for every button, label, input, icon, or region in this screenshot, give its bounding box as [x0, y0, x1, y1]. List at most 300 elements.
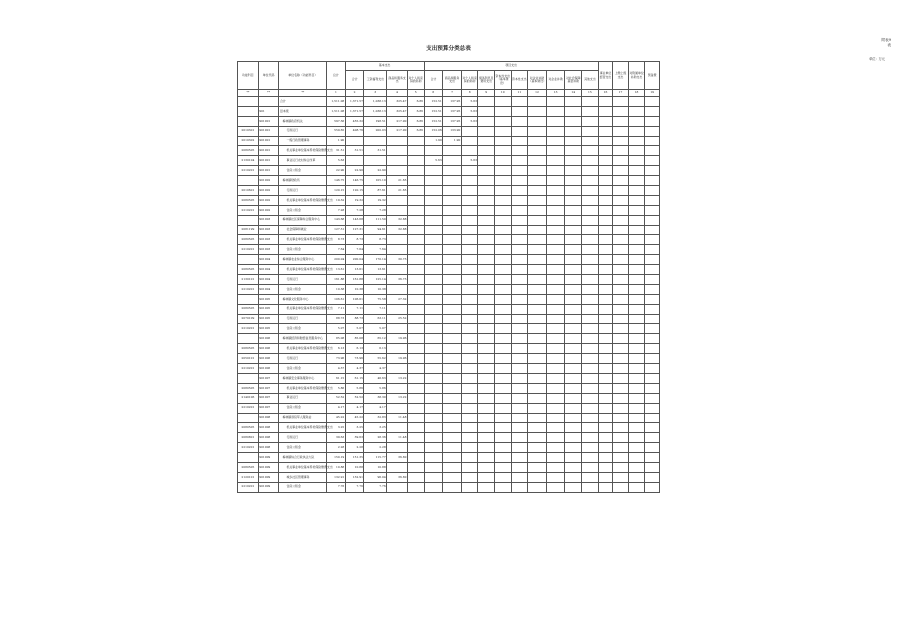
row-value-cell: 217.90: [387, 126, 408, 136]
row-value-cell: [424, 443, 443, 453]
row-value-cell: [582, 255, 599, 265]
row-value-cell: [443, 344, 462, 354]
row-value-cell: [494, 433, 511, 443]
row-value-cell: 19.32: [327, 195, 346, 205]
row-value-cell: [628, 255, 645, 265]
row-value-cell: [546, 482, 565, 492]
row-value-cell: [443, 294, 462, 304]
row-value-cell: 32.88: [387, 225, 408, 235]
row-value-cell: [628, 156, 645, 166]
row-value-cell: 150.19: [327, 453, 346, 463]
row-value-cell: [645, 294, 660, 304]
row-value-cell: 4.17: [327, 403, 346, 413]
table-row: [238, 106, 660, 116]
row-value-cell: [645, 275, 660, 285]
row-value-cell: 25.52: [387, 314, 408, 324]
row-value-cell: [407, 265, 424, 275]
row-value-cell: [443, 176, 462, 186]
row-value-cell: [565, 225, 582, 235]
table-row: [238, 373, 660, 383]
table-row: [238, 136, 660, 146]
row-unit-code: 901001: [258, 116, 279, 126]
row-value-cell: [565, 97, 582, 107]
row-value-cell: [565, 126, 582, 136]
row-value-cell: [478, 235, 495, 245]
header-project-col: 合计: [424, 71, 443, 90]
row-value-cell: [478, 314, 495, 324]
table-body: [238, 97, 660, 493]
table-row: [238, 186, 660, 196]
row-name: 社会保障和就业: [279, 225, 327, 235]
row-value-cell: [582, 126, 599, 136]
row-unit-code: 901005: [258, 304, 279, 314]
row-value-cell: [582, 304, 599, 314]
row-value-cell: [461, 176, 478, 186]
row-value-cell: 46.63: [364, 373, 387, 383]
row-value-cell: [546, 126, 565, 136]
row-value-cell: [478, 255, 495, 265]
row-class-code: 2210201: [238, 284, 259, 294]
row-value-cell: [478, 294, 495, 304]
row-value-cell: [645, 225, 660, 235]
row-value-cell: [511, 284, 528, 294]
row-value-cell: 5.63: [327, 156, 346, 166]
row-value-cell: 161.88: [327, 275, 346, 285]
row-value-cell: [628, 482, 645, 492]
row-value-cell: [645, 106, 660, 116]
row-value-cell: [598, 324, 613, 334]
row-value-cell: [511, 265, 528, 275]
row-value-cell: [407, 284, 424, 294]
header-col-number: 7: [443, 90, 462, 97]
row-value-cell: [461, 205, 478, 215]
row-value-cell: 127.31: [345, 225, 364, 235]
table-row: [238, 482, 660, 492]
row-value-cell: [645, 314, 660, 324]
row-value-cell: [424, 334, 443, 344]
row-value-cell: [645, 195, 660, 205]
row-value-cell: 39.63: [345, 433, 364, 443]
row-value-cell: [628, 364, 645, 374]
row-value-cell: [582, 423, 599, 433]
row-value-cell: 1,038.13: [364, 106, 387, 116]
row-value-cell: [598, 472, 613, 482]
row-value-cell: [443, 482, 462, 492]
row-value-cell: [598, 106, 613, 116]
row-value-cell: [494, 97, 511, 107]
table-row: [238, 97, 660, 107]
row-value-cell: 36.80: [387, 453, 408, 463]
row-value-cell: [598, 265, 613, 275]
table-row: [238, 205, 660, 215]
row-value-cell: [407, 462, 424, 472]
row-value-cell: [478, 383, 495, 393]
row-unit-code: 901005: [258, 294, 279, 304]
row-value-cell: 22.90: [364, 166, 387, 176]
row-value-cell: [645, 373, 660, 383]
row-value-cell: 143.68: [345, 215, 364, 225]
row-value-cell: [478, 195, 495, 205]
row-value-cell: [407, 482, 424, 492]
row-value-cell: 137.95: [443, 106, 462, 116]
header-col-number: 10: [494, 90, 511, 97]
row-value-cell: [494, 294, 511, 304]
row-value-cell: [613, 116, 629, 126]
row-value-cell: [613, 383, 629, 393]
row-value-cell: [645, 453, 660, 463]
corner-note-line1: 附表9: [881, 38, 891, 42]
row-value-cell: 7.28: [327, 205, 346, 215]
row-value-cell: 8.73: [364, 235, 387, 245]
row-value-cell: [443, 472, 462, 482]
row-value-cell: 10.38: [364, 284, 387, 294]
row-unit-code: 901004: [258, 275, 279, 285]
row-value-cell: [494, 225, 511, 235]
row-value-cell: [528, 344, 547, 354]
table-row: [238, 235, 660, 245]
row-value-cell: [424, 403, 443, 413]
table-row: [238, 255, 660, 265]
row-class-code: 2080505: [238, 423, 259, 433]
row-value-cell: 10.88: [327, 462, 346, 472]
row-unit-code: 901006: [258, 354, 279, 364]
row-value-cell: [407, 136, 424, 146]
row-class-code: [238, 255, 259, 265]
row-value-cell: [628, 195, 645, 205]
row-value-cell: [565, 393, 582, 403]
row-value-cell: [443, 453, 462, 463]
row-value-cell: [478, 146, 495, 156]
row-value-cell: [478, 324, 495, 334]
row-class-code: 2080505: [238, 304, 259, 314]
row-name: 梅林镇社区保障综合服务中心: [279, 215, 327, 225]
row-value-cell: [494, 186, 511, 196]
row-value-cell: [494, 176, 511, 186]
row-value-cell: [424, 195, 443, 205]
row-value-cell: 19.96: [387, 354, 408, 364]
row-value-cell: [424, 373, 443, 383]
row-name: 行政运行: [279, 186, 327, 196]
row-value-cell: [461, 304, 478, 314]
row-value-cell: [565, 462, 582, 472]
row-unit-code: [258, 97, 279, 107]
row-value-cell: 127.31: [327, 225, 346, 235]
row-value-cell: [494, 324, 511, 334]
row-value-cell: [613, 97, 629, 107]
row-unit-code: 901004: [258, 255, 279, 265]
row-value-cell: [546, 106, 565, 116]
row-value-cell: 13.61: [345, 265, 364, 275]
row-value-cell: 32.88: [387, 215, 408, 225]
row-value-cell: [494, 443, 511, 453]
row-value-cell: [565, 364, 582, 374]
row-value-cell: [443, 265, 462, 275]
row-value-cell: [546, 453, 565, 463]
row-value-cell: 125.14: [364, 275, 387, 285]
row-value-cell: [443, 255, 462, 265]
row-value-cell: [628, 136, 645, 146]
row-value-cell: 4.37: [327, 364, 346, 374]
row-value-cell: [528, 265, 547, 275]
row-value-cell: [645, 433, 660, 443]
row-value-cell: 132.91: [327, 472, 346, 482]
row-value-cell: [528, 275, 547, 285]
row-value-cell: 73.96: [327, 354, 346, 364]
row-unit-code: 901001: [258, 166, 279, 176]
row-value-cell: 170.14: [364, 255, 387, 265]
row-class-code: 2080505: [238, 462, 259, 472]
row-class-code: 2080505: [238, 344, 259, 354]
row-value-cell: 6.13: [345, 344, 364, 354]
row-value-cell: [546, 413, 565, 423]
table-row: [238, 354, 660, 364]
row-value-cell: [528, 176, 547, 186]
row-value-cell: [461, 235, 478, 245]
row-value-cell: [387, 265, 408, 275]
header-symbol: **: [238, 90, 259, 97]
row-value-cell: [511, 245, 528, 255]
row-value-cell: [407, 275, 424, 285]
row-value-cell: [461, 136, 478, 146]
row-class-code: 2140106: [238, 393, 259, 403]
row-value-cell: [598, 482, 613, 492]
row-value-cell: 7.76: [327, 482, 346, 492]
row-value-cell: [628, 314, 645, 324]
row-value-cell: [494, 304, 511, 314]
row-value-cell: [582, 176, 599, 186]
row-value-cell: [478, 413, 495, 423]
row-value-cell: [565, 403, 582, 413]
row-value-cell: 96.04: [364, 472, 387, 482]
row-value-cell: [582, 235, 599, 245]
row-value-cell: [613, 255, 629, 265]
row-value-cell: [478, 443, 495, 453]
row-class-code: [238, 176, 259, 186]
header-col-number: 15: [582, 90, 599, 97]
row-unit-code: 901008: [258, 443, 279, 453]
row-value-cell: [478, 364, 495, 374]
row-value-cell: [443, 413, 462, 423]
row-value-cell: [443, 393, 462, 403]
row-value-cell: [565, 156, 582, 166]
header-col-number: 18: [628, 90, 645, 97]
table-row: [238, 176, 660, 186]
row-value-cell: [598, 235, 613, 245]
row-value-cell: [443, 215, 462, 225]
row-value-cell: 13.22: [387, 393, 408, 403]
row-unit-code: 901004: [258, 284, 279, 294]
row-value-cell: [645, 215, 660, 225]
row-value-cell: [345, 156, 364, 166]
table-row: [238, 364, 660, 374]
row-value-cell: [494, 453, 511, 463]
row-value-cell: 1,371.57: [345, 106, 364, 116]
row-value-cell: 10.38: [327, 284, 346, 294]
row-value-cell: [546, 235, 565, 245]
row-value-cell: [494, 205, 511, 215]
header-col-number: 4: [387, 90, 408, 97]
row-value-cell: 19.96: [387, 334, 408, 344]
row-class-code: 2210201: [238, 364, 259, 374]
row-value-cell: [645, 393, 660, 403]
row-value-cell: [645, 284, 660, 294]
row-value-cell: [546, 294, 565, 304]
row-value-cell: 55.62: [364, 354, 387, 364]
row-name: 梅林镇政府机关: [279, 116, 327, 126]
row-value-cell: [494, 334, 511, 344]
row-value-cell: 7.64: [327, 245, 346, 255]
row-value-cell: [546, 146, 565, 156]
row-value-cell: [546, 393, 565, 403]
row-value-cell: 6.86: [407, 106, 424, 116]
row-value-cell: [613, 146, 629, 156]
header-tail-col: 对附属单位补助支出: [628, 62, 645, 90]
row-value-cell: [628, 373, 645, 383]
table-row: [238, 433, 660, 443]
row-value-cell: 146.75: [345, 176, 364, 186]
row-value-cell: [478, 453, 495, 463]
header-col-number: 6: [424, 90, 443, 97]
row-value-cell: [546, 136, 565, 146]
row-value-cell: [613, 314, 629, 324]
row-value-cell: 5.63: [461, 116, 478, 126]
row-value-cell: [582, 413, 599, 423]
row-value-cell: [598, 176, 613, 186]
row-value-cell: [494, 215, 511, 225]
row-value-cell: [494, 462, 511, 472]
row-value-cell: [494, 146, 511, 156]
row-value-cell: 217.90: [387, 116, 408, 126]
row-value-cell: [613, 265, 629, 275]
row-value-cell: [565, 383, 582, 393]
row-value-cell: [582, 156, 599, 166]
row-value-cell: [628, 284, 645, 294]
row-value-cell: [494, 393, 511, 403]
row-class-code: 2210201: [238, 205, 259, 215]
row-name: 机关事业单位基本养老保险缴费支出: [279, 235, 327, 245]
row-name: 行政运行: [279, 354, 327, 364]
header-col-number: 3: [364, 90, 387, 97]
row-value-cell: [645, 304, 660, 314]
row-value-cell: 559.65: [327, 126, 346, 136]
row-value-cell: [494, 235, 511, 245]
row-value-cell: [528, 403, 547, 413]
header-basic-col: 对个人和家庭的补助: [407, 71, 424, 90]
row-value-cell: 7.64: [364, 245, 387, 255]
row-value-cell: [511, 215, 528, 225]
row-value-cell: [424, 364, 443, 374]
row-name: 梅林镇农业综合服务中心: [279, 255, 327, 265]
row-value-cell: 2.28: [327, 443, 346, 453]
row-value-cell: 5.63: [461, 156, 478, 166]
row-value-cell: [546, 334, 565, 344]
row-value-cell: [645, 364, 660, 374]
row-value-cell: [613, 393, 629, 403]
row-value-cell: 88.73: [327, 314, 346, 324]
row-value-cell: [511, 334, 528, 344]
row-value-cell: [478, 97, 495, 107]
row-value-cell: [407, 403, 424, 413]
row-name: 机关事业单位基本养老保险缴费支出: [279, 344, 327, 354]
row-value-cell: [407, 215, 424, 225]
corner-note-line2: 表: [887, 42, 891, 47]
header-symbol: **: [258, 90, 279, 97]
row-value-cell: [478, 334, 495, 344]
row-value-cell: [478, 472, 495, 482]
row-class-code: 2080505: [238, 265, 259, 275]
row-class-code: 2081199: [238, 225, 259, 235]
row-value-cell: [613, 106, 629, 116]
row-value-cell: [461, 344, 478, 354]
row-value-cell: [443, 245, 462, 255]
row-value-cell: [478, 166, 495, 176]
row-value-cell: [598, 156, 613, 166]
row-value-cell: [645, 255, 660, 265]
row-value-cell: [424, 284, 443, 294]
row-class-code: [238, 453, 259, 463]
header-unit-code: 单位代码: [258, 62, 279, 90]
row-value-cell: [478, 215, 495, 225]
row-value-cell: [511, 235, 528, 245]
row-value-cell: [628, 294, 645, 304]
row-value-cell: 45.22: [327, 413, 346, 423]
row-value-cell: [494, 364, 511, 374]
row-value-cell: [494, 482, 511, 492]
row-value-cell: [345, 136, 364, 146]
row-value-cell: 5.07: [327, 324, 346, 334]
table-row: [238, 462, 660, 472]
row-name: 住房公积金: [279, 403, 327, 413]
row-value-cell: 31.51: [327, 146, 346, 156]
row-value-cell: [628, 423, 645, 433]
row-value-cell: [443, 364, 462, 374]
row-value-cell: [461, 195, 478, 205]
header-project-col: 对社会保障基金补助: [565, 71, 582, 90]
header-col-number: 2: [345, 90, 364, 97]
row-value-cell: [528, 106, 547, 116]
row-unit-code: 901008: [258, 423, 279, 433]
row-value-cell: [613, 304, 629, 314]
row-value-cell: [461, 314, 478, 324]
row-value-cell: [461, 225, 478, 235]
row-value-cell: [582, 344, 599, 354]
header-symbol: **: [279, 90, 327, 97]
row-value-cell: [407, 423, 424, 433]
row-value-cell: [424, 255, 443, 265]
row-unit-code: 901003: [258, 225, 279, 235]
row-value-cell: [511, 97, 528, 107]
row-value-cell: 10.88: [345, 462, 364, 472]
row-value-cell: [645, 136, 660, 146]
row-value-cell: [546, 245, 565, 255]
row-value-cell: 28.36: [364, 433, 387, 443]
row-unit-code: 901009: [258, 472, 279, 482]
row-value-cell: [407, 433, 424, 443]
row-value-cell: [613, 423, 629, 433]
header-col-number: 8: [461, 90, 478, 97]
row-name: 住房公积金: [279, 364, 327, 374]
row-unit-code: 901002: [258, 195, 279, 205]
row-value-cell: [407, 472, 424, 482]
row-unit-code: 901009: [258, 482, 279, 492]
row-value-cell: [582, 383, 599, 393]
header-basic-col: 合计: [345, 71, 364, 90]
table-row: [238, 225, 660, 235]
row-value-cell: [364, 156, 387, 166]
row-unit-code: 901002: [258, 205, 279, 215]
row-value-cell: [424, 423, 443, 433]
row-unit-code: 901001: [258, 156, 279, 166]
